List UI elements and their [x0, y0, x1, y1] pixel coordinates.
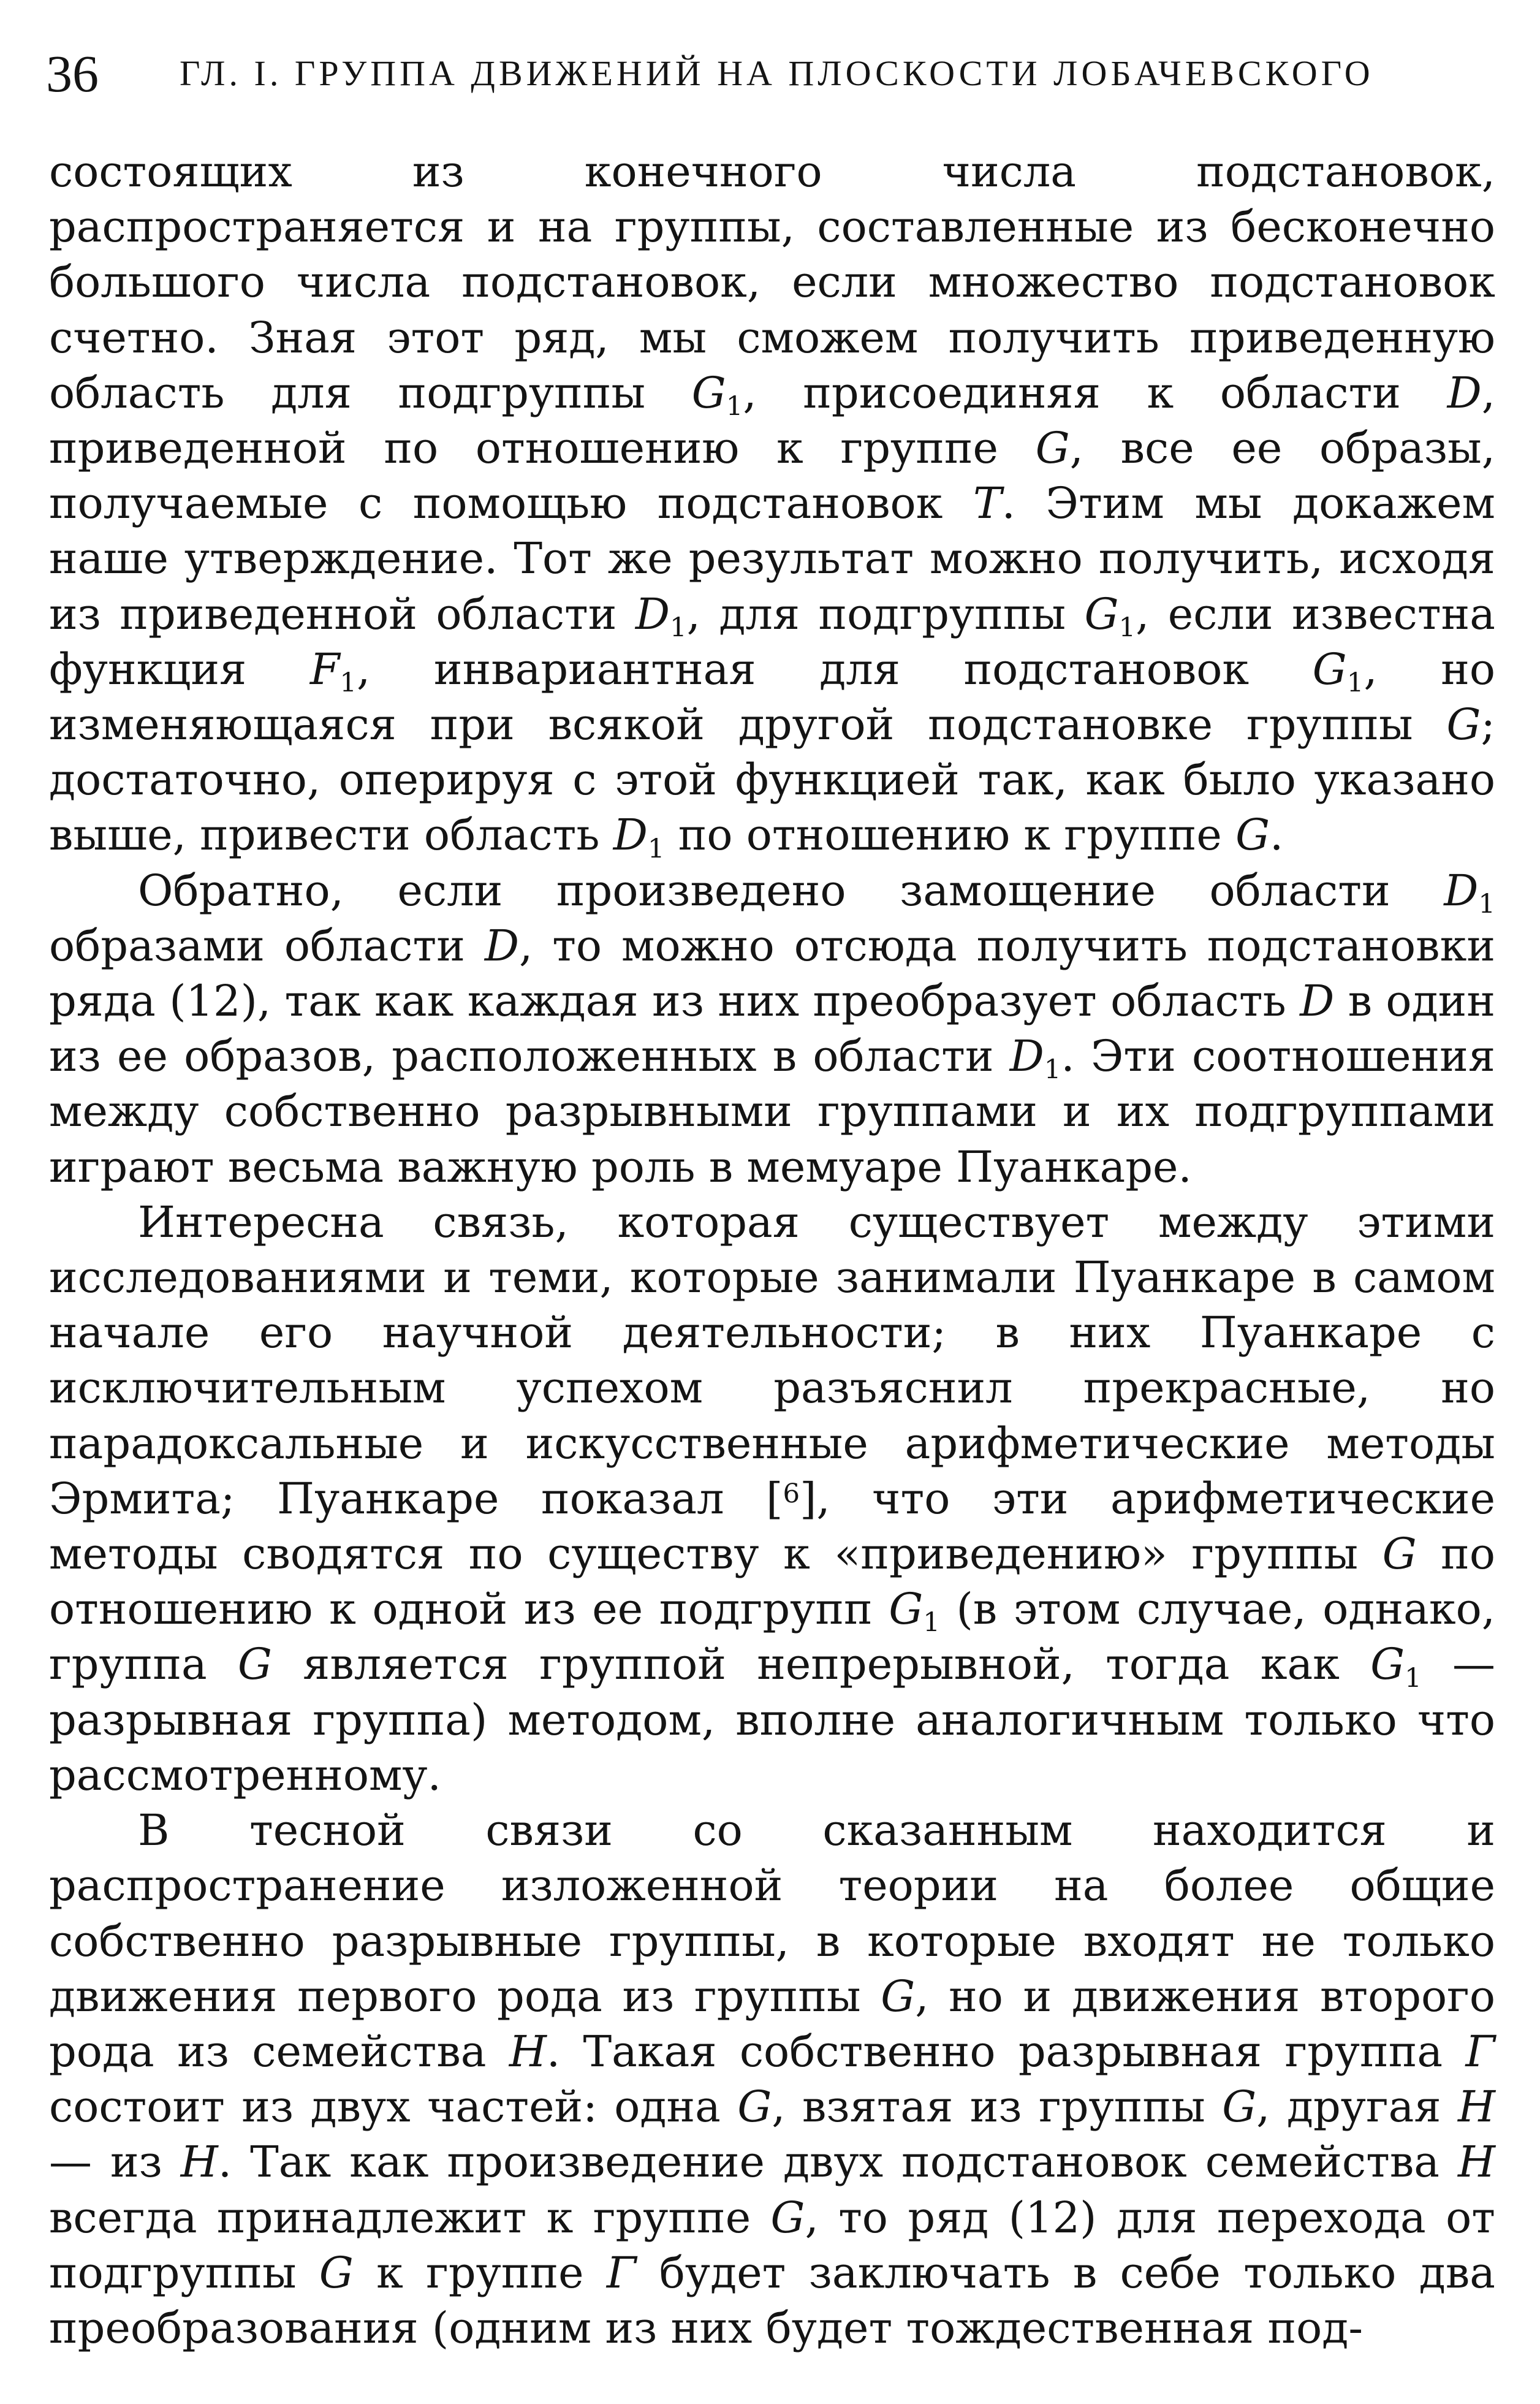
math-symbol: D	[1447, 367, 1482, 418]
text-run: . Эти соотношения между собственно разрывными группами и их подгруппами играют весьма важную роль в мемуаре Пуанкаре.	[49, 1031, 1495, 1192]
math-symbol: F	[309, 644, 340, 694]
text-run: . Такая собственно разрывная группа	[546, 2026, 1466, 2077]
math-symbol: D	[635, 588, 670, 639]
paragraph-1	[49, 144, 1495, 863]
running-title: ГЛ. I. ГРУППА ДВИЖЕНИЙ НА ПЛОСКОСТИ ЛОБАЧЕВСКОГО	[180, 53, 1374, 93]
text-run: , инвариантная для подстановок	[357, 644, 1313, 694]
text-run: В тесной связи со сказанным находится и распространение изложенной теории на более общие собственно разрывные группы, в которые входят не только движения первого рода из группы	[49, 1805, 1495, 2022]
page-header	[46, 34, 1498, 113]
math-symbol: G	[1084, 588, 1119, 639]
math-symbol: H	[509, 2026, 547, 2077]
math-symbol: G	[889, 1584, 924, 1635]
math-subscript: 1	[1346, 667, 1364, 698]
text-run: Обратно, если произведено замощение области	[138, 865, 1444, 916]
text-run: всегда принадлежит к группе	[49, 2192, 771, 2243]
text-run: ], что эти арифметические методы сводятся по существу к «приведению» группы	[49, 1473, 1495, 1580]
text-run: , но и движения второго рода из семейства	[49, 1971, 1496, 2077]
math-symbol: G	[691, 367, 726, 418]
math-symbol: D	[484, 920, 519, 971]
math-symbol: G	[1222, 2082, 1257, 2132]
math-symbol: G	[1235, 810, 1270, 861]
math-symbol: Γ	[1465, 2026, 1496, 2077]
math-symbol: H	[180, 2137, 218, 2188]
math-symbol: G	[237, 1639, 272, 1690]
text-run: , но изменяющаяся при всякой другой подстановке группы	[49, 644, 1495, 750]
math-symbol: G	[1312, 644, 1347, 694]
math-symbol: G	[1035, 423, 1070, 474]
page-number: 36	[46, 44, 99, 103]
text-run: , то можно отсюда получить подстановки ряда (12), так как каждая из них преобразует область	[49, 920, 1495, 1027]
text-run: к группе	[353, 2247, 607, 2298]
math-subscript: 1	[1405, 1662, 1422, 1694]
text-run: , то ряд (12) для перехода от подгруппы	[49, 2192, 1495, 2298]
text-run: состоит из двух частей: одна	[49, 2082, 738, 2132]
text-run: по отношению к группе	[664, 810, 1236, 861]
text-run: — разрывная группа) методом, вполне аналогичным только что рассмотренному.	[49, 1639, 1495, 1800]
text-run: .	[1270, 810, 1284, 861]
text-run: будет заключать в себе только два преобразования (одним из них будет тождественная под-	[49, 2247, 1495, 2353]
math-symbol: H	[1457, 2082, 1496, 2132]
text-run: , все ее образы, получаемые с помощью подстановок	[49, 423, 1495, 529]
math-symbol: G	[737, 2082, 772, 2132]
math-symbol: H	[1457, 2137, 1495, 2188]
text-run: является группой непрерывной, тогда как	[271, 1639, 1371, 1690]
text-run: , другая	[1256, 2082, 1458, 2132]
math-symbol: T	[973, 478, 1002, 529]
text-run: . Так как произведение двух подстановок семейства	[218, 2137, 1458, 2188]
text-run: , если известна функция	[49, 588, 1495, 694]
math-subscript: 1	[647, 833, 665, 864]
text-run: в один из ее образов, расположенных в области	[49, 976, 1495, 1082]
math-symbol: D	[613, 810, 648, 861]
text-run: . Этим мы докажем наше утверждение. Тот же результат можно получить, исходя из приведенной области	[49, 478, 1495, 639]
math-subscript: 1	[1044, 1054, 1061, 1086]
math-subscript: 1	[923, 1607, 940, 1638]
math-subscript: 1	[670, 612, 687, 643]
text-run: по отношению к одной из ее подгрупп	[49, 1529, 1495, 1635]
text-run: (в этом случае, однако, группа	[49, 1584, 1495, 1690]
math-symbol: G	[881, 1971, 916, 2022]
math-symbol: G	[1446, 699, 1481, 750]
body-text	[49, 144, 1495, 2356]
math-symbol: D	[1300, 976, 1335, 1027]
math-symbol: D	[1009, 1031, 1044, 1082]
text-run: ; достаточно, оперируя с этой функцией так, как было указано выше, привести область	[49, 699, 1495, 861]
math-symbol: Γ	[606, 2247, 637, 2298]
math-symbol: D	[1444, 865, 1479, 916]
text-run: — из	[49, 2137, 181, 2188]
math-subscript: 1	[1118, 612, 1136, 643]
paragraph-2	[49, 863, 1495, 1195]
math-subscript: 1	[1478, 888, 1495, 919]
reference-number: 6	[783, 1478, 800, 1509]
text-run: , присоединяя к области	[743, 367, 1447, 418]
paragraph-3	[49, 1195, 1495, 1803]
math-subscript: 1	[339, 667, 357, 698]
math-symbol: G	[1382, 1529, 1417, 1580]
math-symbol: G	[1370, 1639, 1405, 1690]
text-run: состоящих из конечного числа подстановок, распространяется и на группы, составленные из бесконечно большого числа подстановок, если множество подстановок счетно. Зная этот ряд, мы сможем получить приведенную область для подгруппы	[49, 146, 1495, 418]
text-run: , для подгруппы	[686, 588, 1085, 639]
text-run: , взятая из группы	[772, 2082, 1223, 2132]
math-symbol: G	[319, 2247, 354, 2298]
math-symbol: G	[770, 2192, 805, 2243]
paragraph-4	[49, 1803, 1495, 2356]
text-run: образами области	[49, 920, 485, 971]
text-run: , приведенной по отношению к группе	[49, 367, 1496, 474]
math-subscript: 1	[726, 390, 743, 422]
text-run: Интересна связь, которая существует между этими исследованиями и теми, которые занимали Пуанкаре в самом начале его научной деятельности; в них Пуанкаре с исключительным успехом разъяснил прекрасные, но парадоксальные и искусственные арифметические методы Эрмита; Пуанкаре показал [	[49, 1196, 1495, 1524]
